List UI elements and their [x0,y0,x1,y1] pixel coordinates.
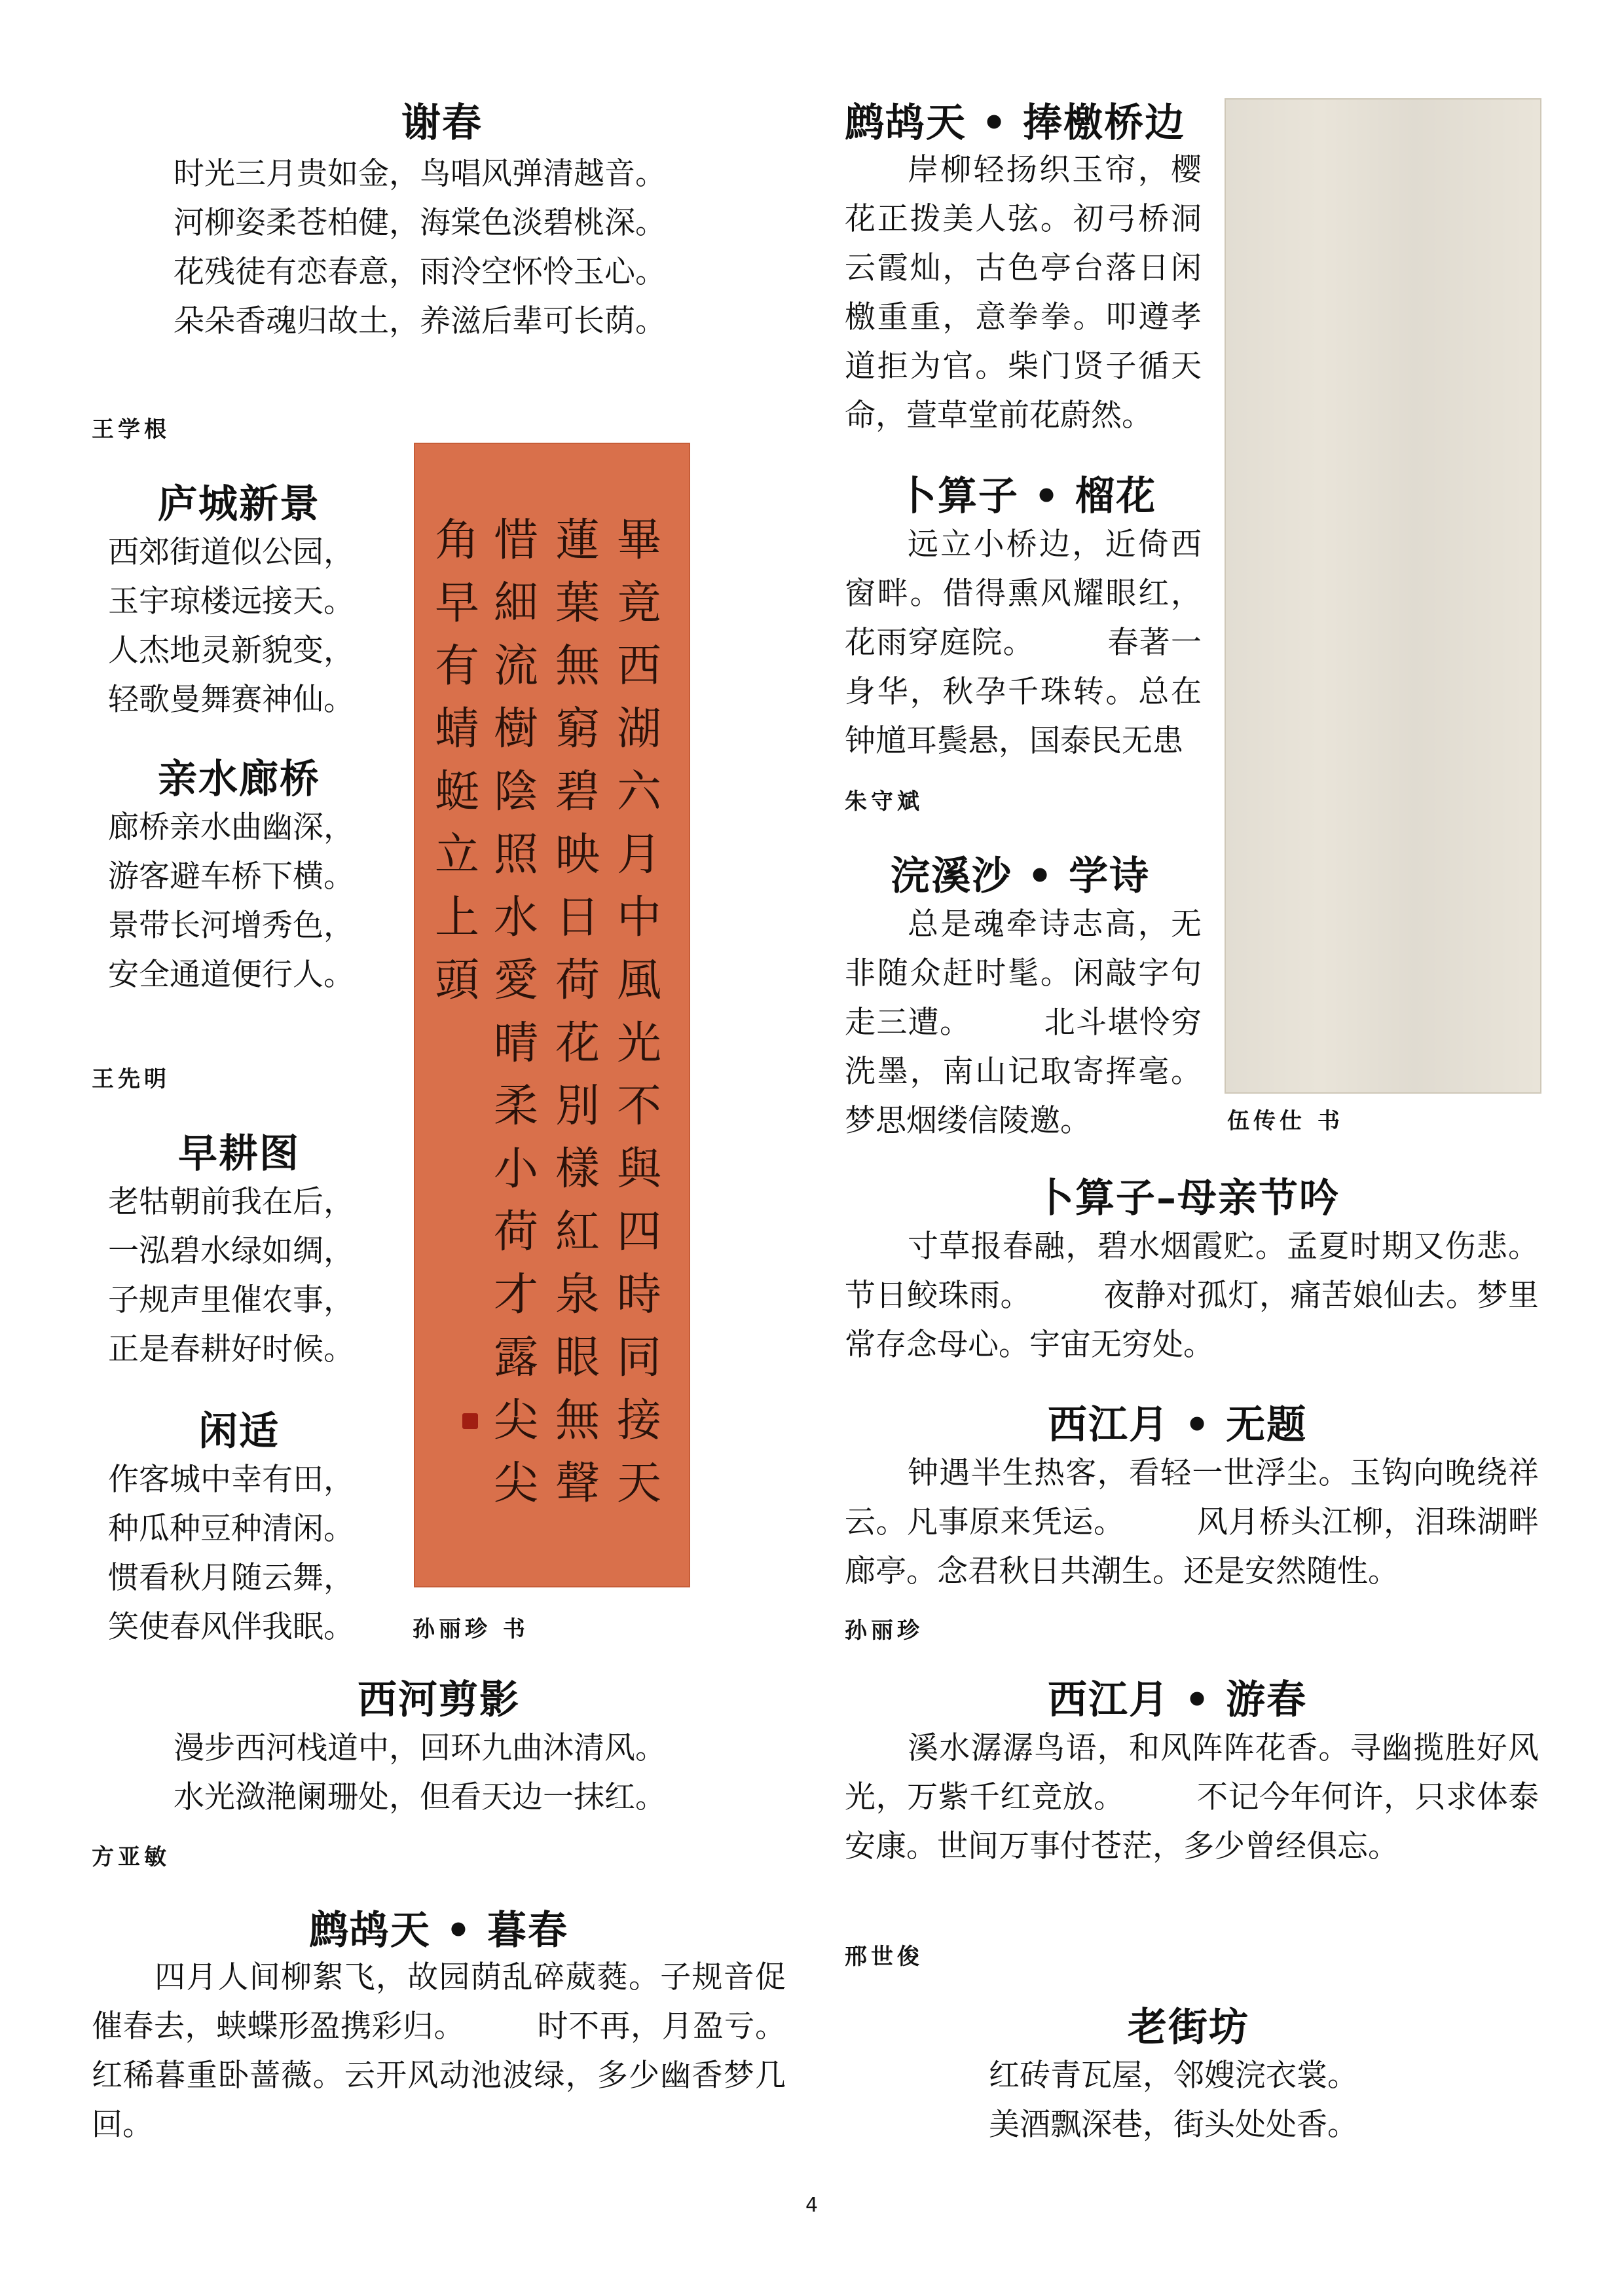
poem-line: 廊桥亲水曲幽深， [108,809,354,845]
poem-line: 美酒飘深巷，街头处处香。 [989,2107,1358,2143]
poem-line: 作客城中幸有田， [108,1462,354,1498]
poem-line: 正是春耕好时候。 [108,1331,354,1367]
poem-body [845,520,1202,766]
calligraphy-column: 蓮葉無窮碧映日荷花別樣紅泉眼無聲 [555,515,600,1509]
poem-line: 红砖青瓦屋，邻嫂浣衣裳。 [989,2058,1358,2094]
poem-body [108,1177,354,1374]
poem-line: 笑使春风伴我眠。 [108,1609,354,1645]
poem-line: 游客避车桥下横。 [108,859,354,895]
poem-line: 西郊街道似公园， [108,534,354,570]
poem-stanza: 夜静对孤灯，痛苦娘仙去。梦里常存念母心。宇宙无穷处。 [845,1278,1539,1363]
poem-line: 惯看秋月随云舞， [108,1560,354,1596]
poem-stanza: 不记今年何许，只求体泰安康。世间万事付苍茫，多少曾经俱忘。 [845,1779,1539,1864]
poem-title: 浣溪沙 • 学诗 [891,853,1151,899]
author-name: 朱守斌 [845,788,923,815]
page-number: 4 [805,2194,819,2217]
poem-title: 闲适 [198,1409,280,1454]
poem-stanza: 寸草报春融，碧水烟霞贮。孟夏时期又伤悲。节日鲛珠雨。 [845,1229,1539,1314]
poem-title: 卜算子–母亲节吟 [1035,1176,1340,1221]
poem-line: 朵朵香魂归故土，养滋后辈可长荫。 [174,303,666,339]
poem-line: 水光潋滟阑珊处，但看天边一抹红。 [174,1779,666,1815]
poem-stanza: 钟遇半生热客，看轻一世浮尘。玉钩向晚绕祥云。凡事原来凭运。 [845,1455,1539,1540]
poem-body [174,149,666,346]
author-name: 王先明 [92,1066,170,1092]
poem-stanza: 总是魂牵诗志高，无非随众赶时髦。闲敲字句走三遭。 [845,906,1202,1041]
poem-body [174,1724,666,1822]
poem-body: 岸柳轻扬织玉帘，樱花正拨美人弦。初弓桥洞云霞灿，古色亭台落日闲檄重重，意拳拳。叩遵孝道拒为官。柴门贤子循天命，萱草堂前花蔚然。 [845,152,1202,434]
poem-stanza: 时不再，月盈亏。红稀暮重卧蔷薇。云开风动池波绿，多少幽香梦几回。 [92,2009,786,2143]
calligraphy-image [414,443,690,1587]
poem-title: 亲水廊桥 [158,756,320,802]
poem-body [845,900,1202,1145]
poem-line: 人杰地灵新貌变， [108,633,354,669]
image-caption: 孙丽珍 书 [413,1616,529,1642]
poem-line: 时光三月贵如金，鸟唱风弹清越音。 [174,156,666,192]
author-name: 方亚敏 [92,1844,170,1870]
poem-title: 卜算子 • 榴花 [897,473,1157,519]
poem-stanza: 风月桥头江柳，泪珠湖畔廊亭。念君秋日共潮生。还是安然随性。 [845,1504,1539,1589]
calligraphy-column: 惜細流樹陰照水愛晴柔小荷才露尖尖 [493,515,538,1509]
poem-stanza: 远立小桥边，近倚西窗畔。借得熏风耀眼红，花雨穿庭院。 [845,527,1202,661]
poem-stanza: 北斗堪怜穷洗墨，南山记取寄挥毫。梦思烟缕信陵邀。 [845,1005,1202,1139]
poem-title: 谢春 [401,100,483,146]
poem-body [845,1222,1539,1369]
image-caption: 伍传仕 书 [1227,1108,1344,1134]
poem-line: 轻歌曼舞赛神仙。 [108,682,354,718]
poem-title: 老街坊 [1128,2005,1249,2050]
poem-title: 西河剪影 [358,1677,520,1723]
poem-line: 一泓碧水绿如绸， [108,1233,354,1269]
poem-body [92,1953,786,2149]
author-name: 孙丽珍 [845,1618,923,1644]
poem-line: 安全通道便行人。 [108,957,354,993]
poem-body [108,1455,354,1652]
poem-line: 种瓜种豆种清闲。 [108,1511,354,1547]
poem-line: 花残徒有恋春意，雨泠空怀怜玉心。 [174,254,666,290]
poem-stanza: 四月人间柳絮飞，故园荫乱碎葳蕤。子规音促催春去，蛱蝶形盈携彩归。 [92,1959,786,2045]
poem-stanza: 春著一身华，秋孕千珠转。总在钟馗耳鬓悬，国泰民无患 [845,625,1202,759]
author-name: 邢世俊 [845,1944,923,1970]
poem-body [845,1449,1539,1596]
poem-title: 鹧鸪天 • 暮春 [308,1908,569,1953]
poem-line: 漫步西河栈道中，回环九曲沐清风。 [174,1730,666,1766]
calligraphy-column: 畢竟西湖六月中風光不與四時同接天 [616,515,661,1509]
poem-body [845,1724,1539,1871]
poem-line: 景带长河增秀色， [108,908,354,944]
poem-title: 早耕图 [178,1131,300,1177]
poem-line: 老牯朝前我在后， [108,1184,354,1220]
poem-line: 子规声里催农事， [108,1282,354,1318]
calligraphy-scroll-image [1225,98,1541,1094]
poem-body [108,803,354,999]
poem-title: 鹧鸪天 • 捧檄桥边 [845,100,1186,146]
calligraphy-column: 角早有蜻蜓立上頭 [434,515,479,1007]
author-name: 王学根 [92,417,170,443]
poem-line: 玉宇琼楼远接天。 [108,583,354,620]
scroll-column [1501,119,1527,1075]
poem-body [108,528,354,724]
poem-title: 西江月 • 游春 [1048,1677,1308,1723]
poem-title: 庐城新景 [158,481,320,527]
poem-title: 西江月 • 无题 [1048,1402,1308,1448]
poem-stanza: 溪水潺潺鸟语，和风阵阵花香。寻幽揽胜好风光，万紫千红竞放。 [845,1730,1539,1815]
poem-body [989,2051,1358,2149]
seal-stamp [462,1413,478,1429]
poem-line: 河柳姿柔苍柏健，海棠色淡碧桃深。 [174,205,666,241]
